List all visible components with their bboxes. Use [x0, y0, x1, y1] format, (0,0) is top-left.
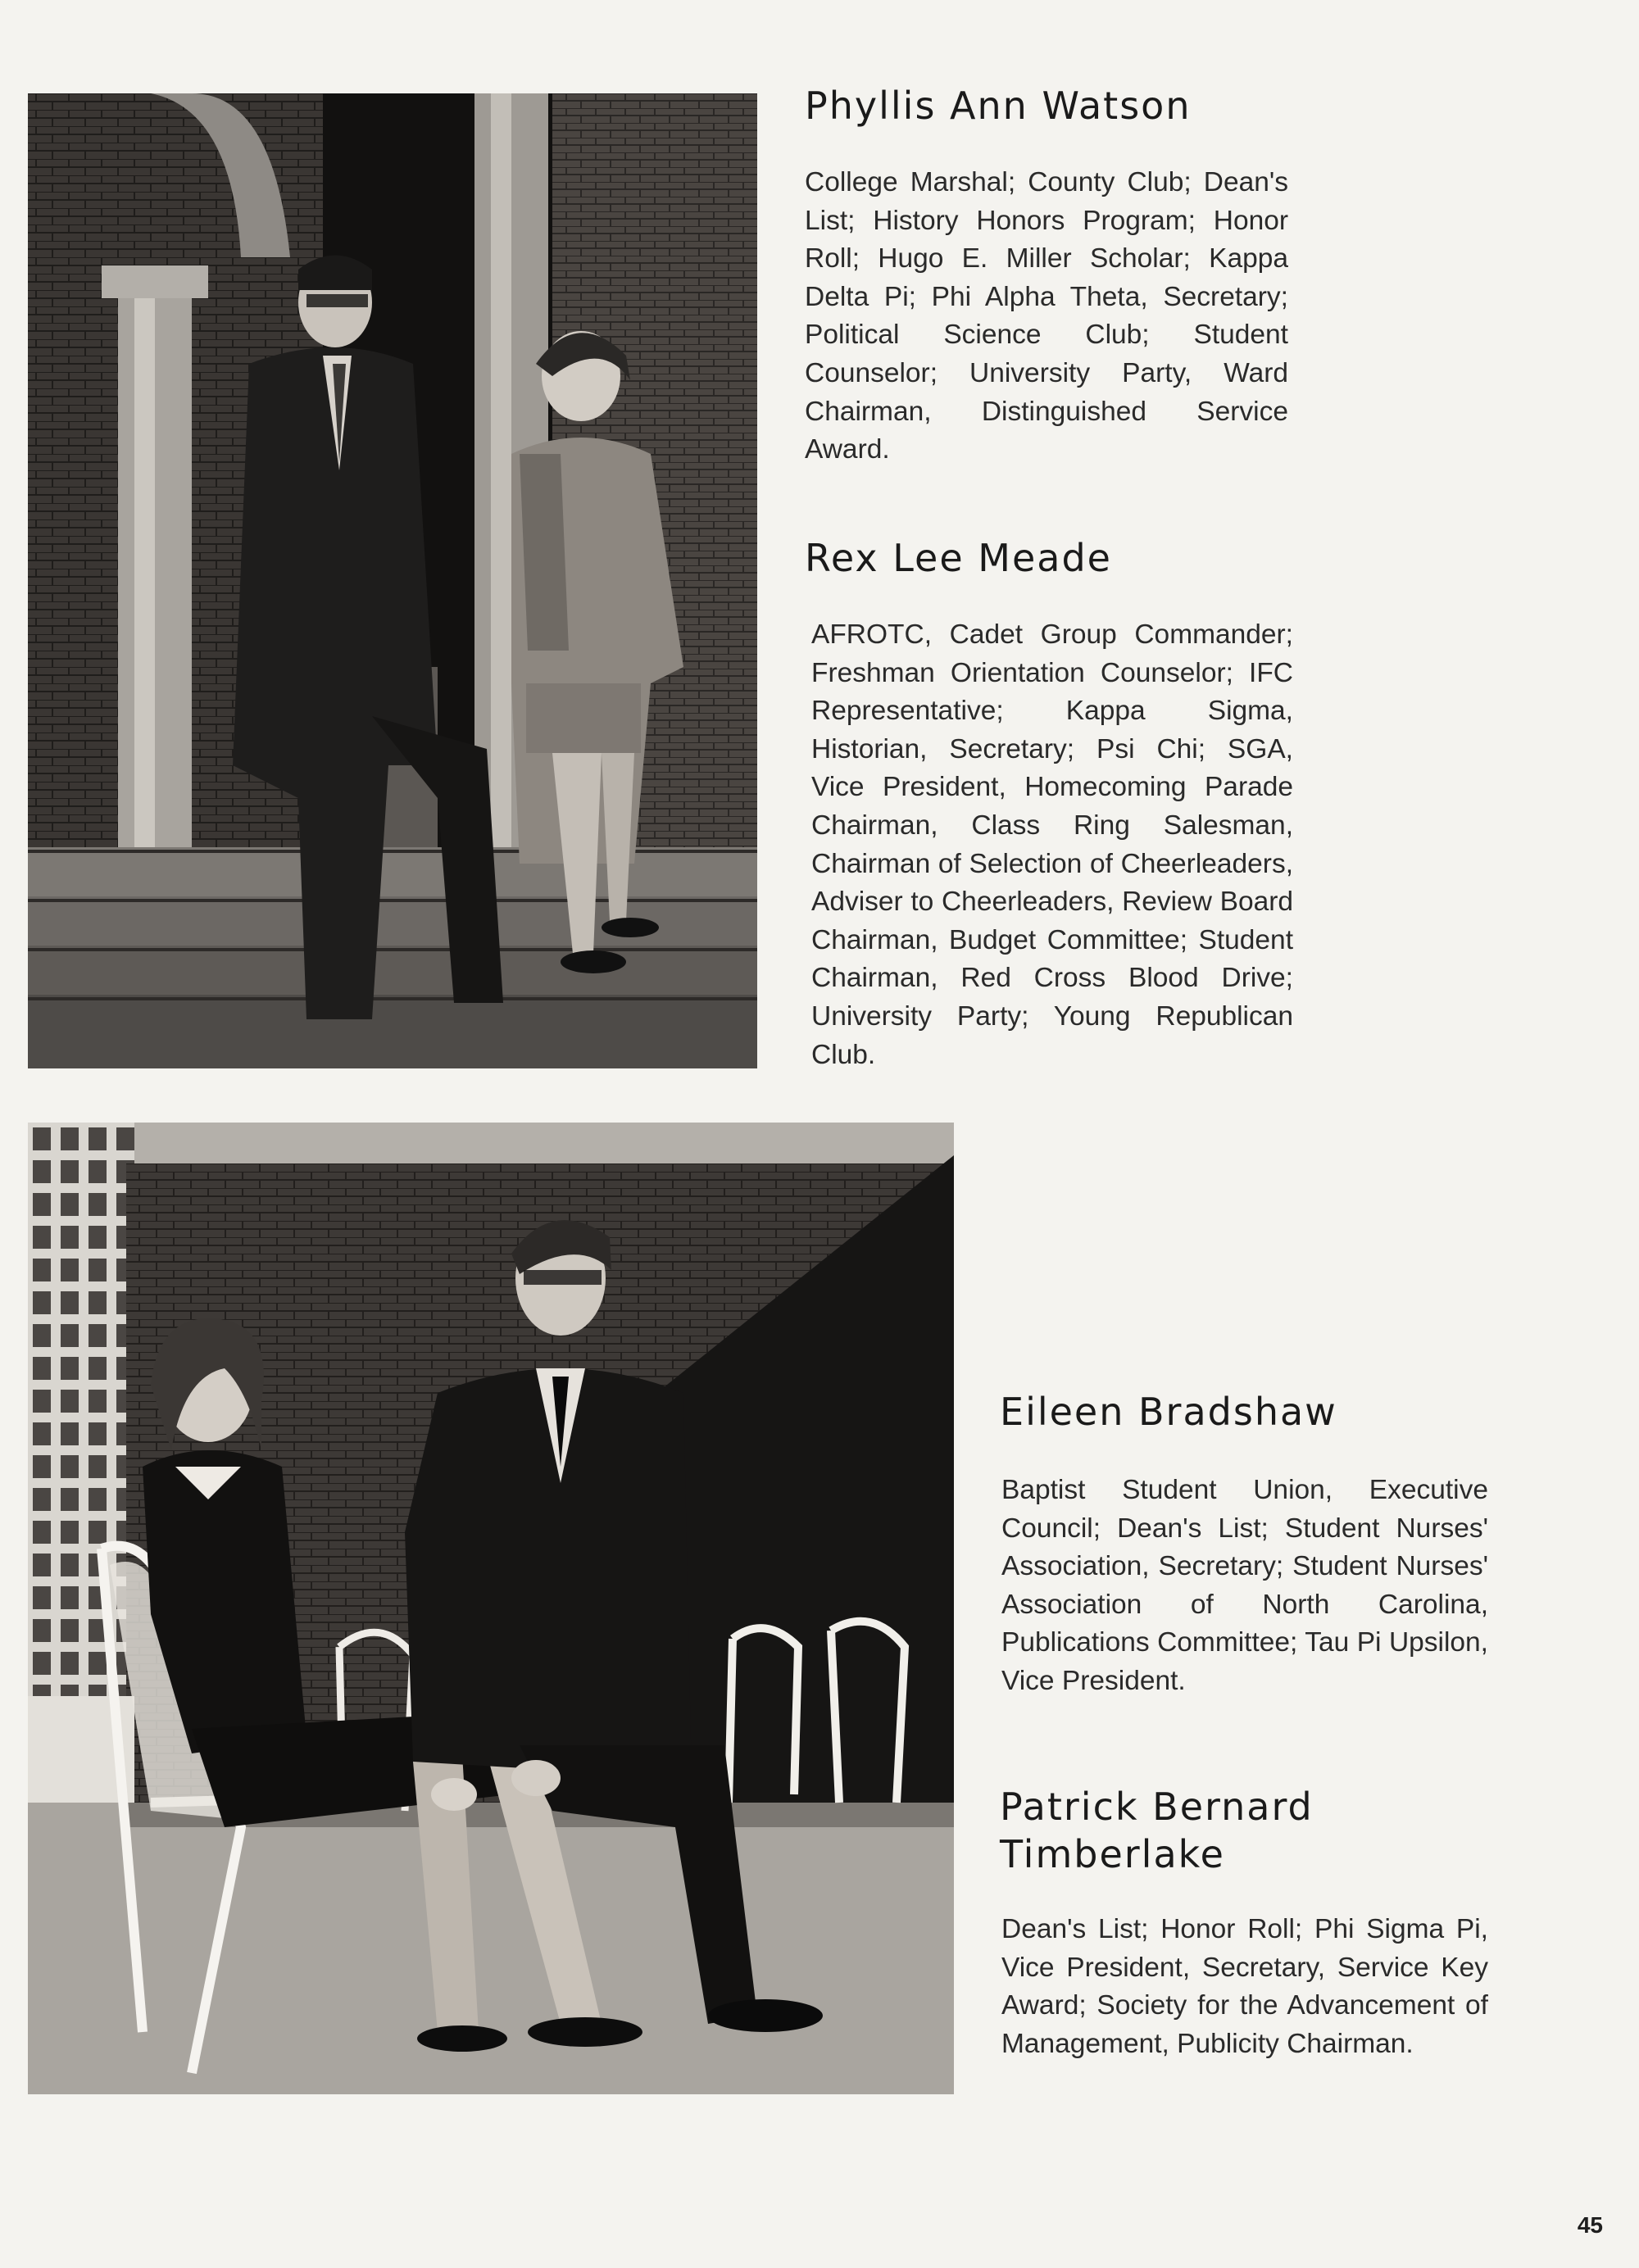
- photo-watson-meade: [28, 93, 757, 1068]
- bio-rex-lee-meade: AFROTC, Cadet Group Commander; Freshman Orientation Counselor; IFC Representative; Kappa Sigma, Historian, Secretary; Psi Chi; SGA, Vice President, Homecoming Parade Chairman, Class Ring Salesman, Chairman of Selection of Cheerleaders, Adviser to Cheerleaders, Review Board Chairman, Budget Committee; Student Chairman, Red Cross Blood Drive; University Party; Young Republican Club.: [811, 619, 1293, 1070]
- bio-phyllis-ann-watson: College Marshal; County Club; Dean's List; History Honors Program; Honor Roll; Hugo E. Miller Scholar; Kappa Delta Pi; Phi Alpha Theta, Secretary; Political Science Club; Student Counselor; University Party, Ward Chairman, Distinguished Service Award.: [805, 167, 1288, 465]
- bio-patrick-bernard-timberlake: Dean's List; Honor Roll; Phi Sigma Pi, Vice President, Secretary, Service Key Award; Society for the Advancement of Management, Publicity Chairman.: [1001, 1914, 1488, 2059]
- portrait-photo-icon: [28, 93, 757, 1068]
- portrait-photo-icon: [28, 1123, 954, 2094]
- page-number: 45: [1577, 2212, 1603, 2238]
- name-rex-lee-meade: Rex Lee Meade: [805, 536, 1112, 580]
- photo-bradshaw-timberlake: [28, 1123, 954, 2094]
- name-patrick-bernard-timberlake: Patrick Bernard Timberlake: [1000, 1785, 1314, 1876]
- name-eileen-bradshaw: Eileen Bradshaw: [1000, 1390, 1337, 1434]
- name-phyllis-ann-watson: Phyllis Ann Watson: [805, 84, 1192, 128]
- bio-eileen-bradshaw: Baptist Student Union, Executive Council; Dean's List; Student Nurses' Association, Secretary; Student Nurses' Association of North Carolina, Publications Committee; Tau Pi Upsilon, Vice President.: [1001, 1475, 1488, 1696]
